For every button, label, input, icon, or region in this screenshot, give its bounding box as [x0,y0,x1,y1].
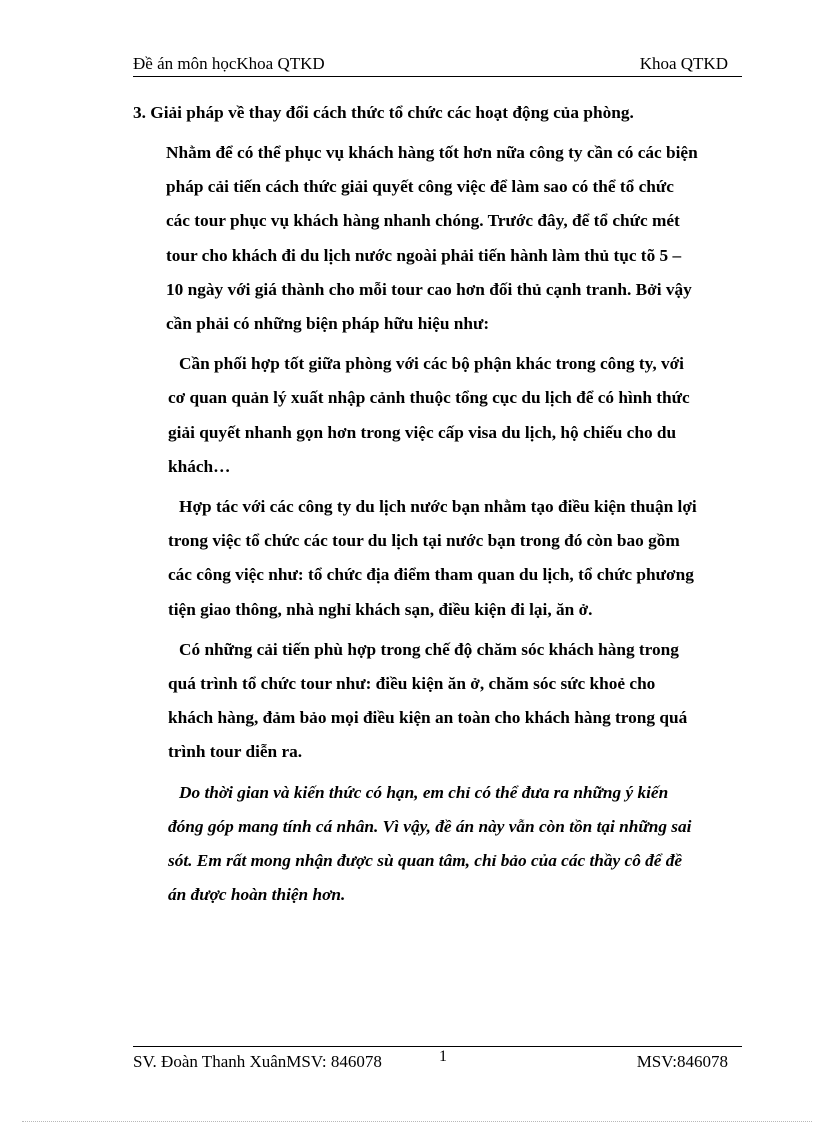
text-line: Hợp tác với các công ty du lịch nước bạn nhằm tạo điều kiện thuận lợi [179,497,697,517]
header-left-text: Đề án môn họcKhoa QTKD [133,54,325,73]
section-heading: 3. Giải pháp về thay đổi cách thức tổ chức các hoạt động của phòng. [133,103,634,122]
paragraph-coordination [133,347,743,484]
text-line: quá trình tổ chức tour như: điều kiện ăn ở, chăm sóc sức khoẻ cho [168,674,656,694]
text-line: Cần phối hợp tốt giữa phòng với các bộ phận khác trong công ty, với [179,354,684,374]
text-line: pháp cải tiến cách thức giải quyết công việc để làm sao có thể tổ chức [166,177,674,197]
page-header [133,52,742,77]
text-line: tiện giao thông, nhà nghỉ khách sạn, điều kiện đi lại, ăn ở. [168,599,593,619]
paragraph-customer-care [133,633,743,770]
text-line: án được hoàn thiện hơn. [168,885,346,905]
page-number: 1 [439,1048,447,1065]
text-line: cần phải có những biện pháp hữu hiệu như: [166,314,490,334]
text-line: Có những cải tiến phù hợp trong chế độ chăm sóc khách hàng trong [179,639,679,659]
text-line: khách… [168,456,231,476]
paragraph-cooperation [133,490,743,627]
text-line: đóng góp mang tính cá nhân. Vì vậy, đề án này vẫn còn tồn tại những sai [168,816,692,836]
text-line: các tour phục vụ khách hàng nhanh chóng. Trước đây, để tổ chức mét [166,211,680,231]
text-line: cơ quan quản lý xuất nhập cảnh thuộc tổng cục du lịch để có hình thức [168,388,690,408]
paragraph-intro [133,136,743,341]
text-line: Nhằm để có thể phục vụ khách hàng tốt hơn nữa công ty cần có các biện [166,143,698,162]
text-line: sót. Em rất mong nhận được sù quan tâm, chỉ bảo của các thầy cô để đề [168,851,683,871]
text-line: các công việc như: tổ chức địa điểm tham quan du lịch, tổ chức phương [168,565,694,585]
page-footer [133,1046,742,1075]
text-line: 10 ngày với giá thành cho mỗi tour cao hơn đối thủ cạnh tranh. Bởi vậy [166,279,692,299]
text-line: tour cho khách đi du lịch nước ngoài phải tiến hành làm thủ tục tõ 5 – [166,245,682,265]
text-line: khách hàng, đảm bảo mọi điều kiện an toàn cho khách hàng trong quá [168,708,688,728]
text-line: trong việc tổ chức các tour du lịch tại nước bạn trong đó còn bao gồm [168,531,680,551]
text-line: Do thời gian và kiến thức có hạn, em chỉ có thể đưa ra những ý kiến [179,782,669,802]
paragraph-conclusion [133,776,743,913]
footer-left-text: SV. Đoàn Thanh XuânMSV: 846078 [133,1052,382,1071]
footer-right-text: MSV:846078 [636,1052,728,1071]
text-line: giải quyết nhanh gọn hơn trong việc cấp visa du lịch, hộ chiếu cho du [168,422,677,442]
page-edge-divider [22,1121,812,1122]
header-right-text: Khoa QTKD [639,54,728,73]
text-line: trình tour diễn ra. [168,742,303,762]
document-body [133,96,743,918]
